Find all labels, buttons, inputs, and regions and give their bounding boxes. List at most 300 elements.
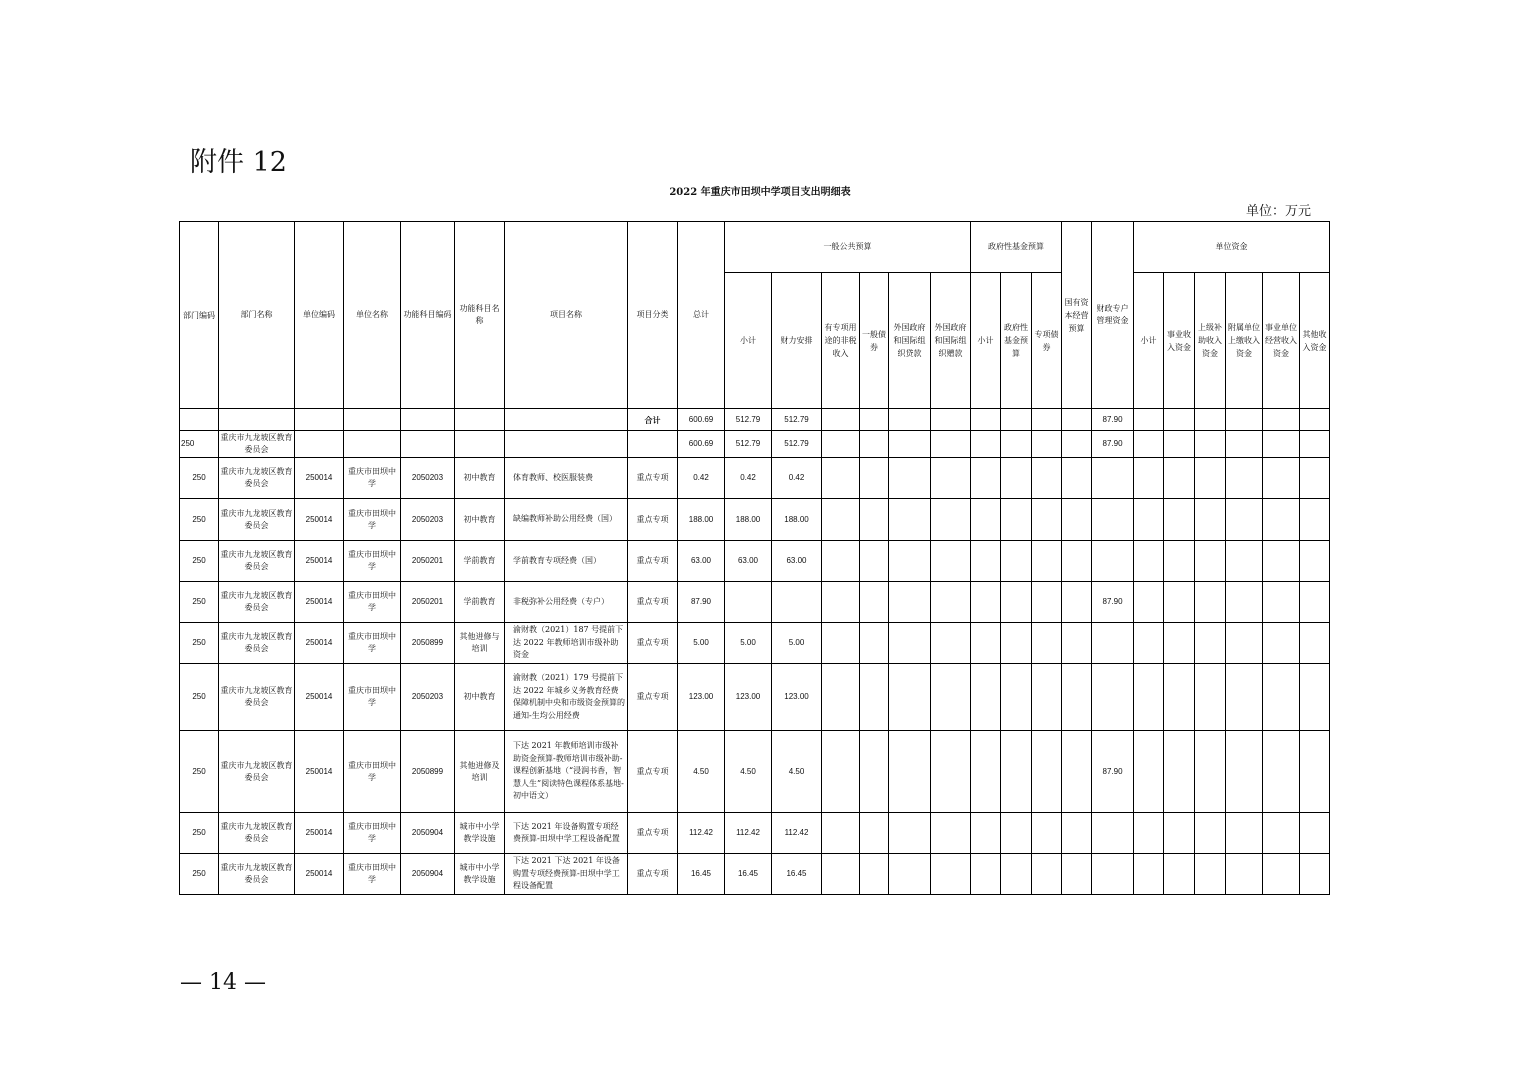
cell-func-name <box>455 431 505 458</box>
header-gf-special-bond: 专项债券 <box>1032 273 1062 409</box>
cell-uf-operating <box>1263 813 1300 854</box>
cell-gf-subtotal <box>971 813 1001 854</box>
cell-uf-superior-subsidy <box>1195 458 1226 499</box>
cell-gb-foreign-loan <box>889 431 931 458</box>
cell-state-capital <box>1062 813 1092 854</box>
cell-gb-foreign-grant <box>931 431 971 458</box>
header-dept-name: 部门名称 <box>219 222 295 409</box>
cell-func-name: 其他进修及培训 <box>455 731 505 813</box>
cell-uf-other <box>1300 499 1330 541</box>
cell-uf-affiliated <box>1226 623 1263 664</box>
cell-uf-business-income <box>1164 664 1195 731</box>
header-project-name: 项目名称 <box>505 222 628 409</box>
cell-project-name: 下达 2021 年教师培训市级补助资金预算-教师培训市级补助-课程创新基地（“浸润书香，智慧人生”阅读特色课程体系基地-初中语文） <box>505 731 628 813</box>
cell-uf-subtotal <box>1134 499 1164 541</box>
cell-gf-special-bond <box>1032 409 1062 431</box>
cell-uf-operating <box>1263 664 1300 731</box>
header-gov-fund-budget: 政府性基金预算 <box>971 222 1062 273</box>
cell-gf-fund <box>1001 458 1032 499</box>
cell-project-name: 渝财教（2021）179 号提前下达 2022 年城乡义务教育经费保障机制中央和市级资金预算的通知-生均公用经费 <box>505 664 628 731</box>
cell-uf-operating <box>1263 499 1300 541</box>
cell-uf-operating <box>1263 623 1300 664</box>
cell-gb-special-nontax <box>822 409 860 431</box>
cell-fiscal-special <box>1092 541 1134 582</box>
cell-unit-name: 重庆市田坝中学 <box>344 813 401 854</box>
cell-gb-fiscal: 63.00 <box>772 541 822 582</box>
cell-func-name: 学前教育 <box>455 541 505 582</box>
cell-gb-general-bond <box>860 623 889 664</box>
cell-uf-business-income <box>1164 731 1195 813</box>
header-func-name: 功能科目名称 <box>455 222 505 409</box>
header-total: 总计 <box>678 222 725 409</box>
summary-row <box>180 431 1330 458</box>
cell-dept-name: 重庆市九龙坡区教育委员会 <box>219 431 295 458</box>
cell-func-code: 2050203 <box>401 458 455 499</box>
cell-gf-subtotal <box>971 458 1001 499</box>
cell-fiscal-special: 87.90 <box>1092 431 1134 458</box>
cell-project-name: 下达 2021 年设备购置专项经费预算-田坝中学工程设备配置 <box>505 813 628 854</box>
cell-gb-subtotal: 188.00 <box>725 499 772 541</box>
table-row <box>180 854 1330 895</box>
cell-func-code: 2050904 <box>401 854 455 895</box>
cell-fiscal-special: 87.90 <box>1092 409 1134 431</box>
cell-dept-code: 250 <box>180 499 219 541</box>
cell-total: 16.45 <box>678 854 725 895</box>
cell-func-name: 城市中小学教学设施 <box>455 854 505 895</box>
cell-unit-code: 250014 <box>295 499 344 541</box>
cell-project-name: 缺编教师补助公用经费（国） <box>505 499 628 541</box>
cell-fiscal-special <box>1092 664 1134 731</box>
cell-uf-business-income <box>1164 813 1195 854</box>
table-body <box>180 409 1330 895</box>
cell-gb-foreign-grant <box>931 409 971 431</box>
cell-dept-name: 重庆市九龙坡区教育委员会 <box>219 731 295 813</box>
cell-project-type: 合计 <box>628 409 678 431</box>
cell-gf-fund <box>1001 731 1032 813</box>
cell-uf-superior-subsidy <box>1195 431 1226 458</box>
cell-func-code <box>401 431 455 458</box>
cell-gb-foreign-loan <box>889 541 931 582</box>
cell-gb-foreign-grant <box>931 813 971 854</box>
cell-unit-code: 250014 <box>295 458 344 499</box>
cell-uf-business-income <box>1164 623 1195 664</box>
cell-gf-fund <box>1001 409 1032 431</box>
header-project-type: 项目分类 <box>628 222 678 409</box>
cell-uf-operating <box>1263 854 1300 895</box>
cell-project-type: 重点专项 <box>628 731 678 813</box>
header-gf-fund: 政府性基金预算 <box>1001 273 1032 409</box>
cell-fiscal-special <box>1092 813 1134 854</box>
cell-gf-subtotal <box>971 499 1001 541</box>
cell-dept-name: 重庆市九龙坡区教育委员会 <box>219 582 295 623</box>
cell-state-capital <box>1062 623 1092 664</box>
cell-state-capital <box>1062 854 1092 895</box>
cell-project-name <box>505 409 628 431</box>
cell-func-name <box>455 409 505 431</box>
cell-gb-general-bond <box>860 731 889 813</box>
cell-total: 5.00 <box>678 623 725 664</box>
cell-fiscal-special <box>1092 499 1134 541</box>
header-unit-name: 单位名称 <box>344 222 401 409</box>
cell-total: 188.00 <box>678 499 725 541</box>
cell-uf-affiliated <box>1226 664 1263 731</box>
cell-unit-name: 重庆市田坝中学 <box>344 623 401 664</box>
cell-state-capital <box>1062 458 1092 499</box>
cell-fiscal-special: 87.90 <box>1092 731 1134 813</box>
cell-uf-operating <box>1263 409 1300 431</box>
cell-func-code: 2050899 <box>401 623 455 664</box>
cell-uf-affiliated <box>1226 731 1263 813</box>
cell-gb-subtotal: 5.00 <box>725 623 772 664</box>
document-title: 2022 年重庆市田坝中学项目支出明细表 <box>669 187 851 198</box>
header-uf-operating: 事业单位经营收入资金 <box>1263 273 1300 409</box>
cell-gb-subtotal: 16.45 <box>725 854 772 895</box>
cell-gf-fund <box>1001 499 1032 541</box>
cell-uf-superior-subsidy <box>1195 499 1226 541</box>
cell-gb-foreign-grant <box>931 664 971 731</box>
cell-gb-special-nontax <box>822 582 860 623</box>
cell-uf-other <box>1300 813 1330 854</box>
cell-dept-name: 重庆市九龙坡区教育委员会 <box>219 854 295 895</box>
cell-gf-fund <box>1001 582 1032 623</box>
cell-func-code <box>401 409 455 431</box>
cell-gf-subtotal <box>971 664 1001 731</box>
cell-uf-subtotal <box>1134 582 1164 623</box>
table-row <box>180 541 1330 582</box>
cell-state-capital <box>1062 664 1092 731</box>
cell-uf-affiliated <box>1226 409 1263 431</box>
cell-gb-general-bond <box>860 499 889 541</box>
cell-func-name: 初中教育 <box>455 458 505 499</box>
table-row <box>180 499 1330 541</box>
cell-gf-special-bond <box>1032 664 1062 731</box>
cell-gb-general-bond <box>860 813 889 854</box>
cell-total: 123.00 <box>678 664 725 731</box>
table-row <box>180 731 1330 813</box>
cell-gf-subtotal <box>971 731 1001 813</box>
cell-gf-fund <box>1001 664 1032 731</box>
table-row <box>180 582 1330 623</box>
cell-dept-name: 重庆市九龙坡区教育委员会 <box>219 813 295 854</box>
cell-total: 600.69 <box>678 409 725 431</box>
cell-gb-fiscal: 5.00 <box>772 623 822 664</box>
cell-unit-name: 重庆市田坝中学 <box>344 458 401 499</box>
cell-gf-fund <box>1001 431 1032 458</box>
cell-uf-affiliated <box>1226 431 1263 458</box>
unit-label: 单位：万元 <box>1246 204 1312 219</box>
cell-uf-other <box>1300 854 1330 895</box>
cell-gb-special-nontax <box>822 813 860 854</box>
cell-uf-business-income <box>1164 458 1195 499</box>
cell-dept-name <box>219 409 295 431</box>
cell-uf-operating <box>1263 731 1300 813</box>
cell-uf-operating <box>1263 582 1300 623</box>
cell-uf-affiliated <box>1226 813 1263 854</box>
cell-uf-superior-subsidy <box>1195 409 1226 431</box>
cell-uf-superior-subsidy <box>1195 731 1226 813</box>
cell-gb-foreign-loan <box>889 664 931 731</box>
cell-uf-other <box>1300 623 1330 664</box>
cell-total: 0.42 <box>678 458 725 499</box>
header-gf-subtotal: 小计 <box>971 273 1001 409</box>
cell-gf-subtotal <box>971 431 1001 458</box>
cell-unit-name: 重庆市田坝中学 <box>344 664 401 731</box>
header-unit-code: 单位编码 <box>295 222 344 409</box>
cell-uf-subtotal <box>1134 623 1164 664</box>
cell-gb-foreign-loan <box>889 499 931 541</box>
cell-unit-code: 250014 <box>295 854 344 895</box>
cell-gb-subtotal <box>725 582 772 623</box>
cell-gb-foreign-loan <box>889 458 931 499</box>
cell-uf-other <box>1300 731 1330 813</box>
cell-unit-name: 重庆市田坝中学 <box>344 731 401 813</box>
cell-gb-foreign-grant <box>931 854 971 895</box>
header-gb-subtotal: 小计 <box>725 273 772 409</box>
cell-unit-code: 250014 <box>295 731 344 813</box>
cell-total: 112.42 <box>678 813 725 854</box>
cell-dept-name: 重庆市九龙坡区教育委员会 <box>219 664 295 731</box>
cell-func-name: 城市中小学教学设施 <box>455 813 505 854</box>
cell-unit-code <box>295 409 344 431</box>
cell-gb-foreign-loan <box>889 623 931 664</box>
cell-project-type: 重点专项 <box>628 582 678 623</box>
cell-gb-foreign-loan <box>889 409 931 431</box>
cell-uf-affiliated <box>1226 582 1263 623</box>
cell-uf-operating <box>1263 458 1300 499</box>
cell-dept-code: 250 <box>180 664 219 731</box>
header-gb-foreign-loan: 外国政府和国际组织贷款 <box>889 273 931 409</box>
cell-total: 600.69 <box>678 431 725 458</box>
cell-dept-code <box>180 409 219 431</box>
cell-gf-special-bond <box>1032 499 1062 541</box>
cell-gb-foreign-grant <box>931 458 971 499</box>
cell-uf-business-income <box>1164 409 1195 431</box>
cell-gb-general-bond <box>860 431 889 458</box>
cell-uf-superior-subsidy <box>1195 541 1226 582</box>
header-fiscal-special: 财政专户管理资金 <box>1092 222 1134 409</box>
cell-project-name <box>505 431 628 458</box>
cell-dept-code: 250 <box>180 731 219 813</box>
table-row <box>180 623 1330 664</box>
cell-gb-foreign-grant <box>931 541 971 582</box>
header-gb-fiscal: 财力安排 <box>772 273 822 409</box>
cell-gf-subtotal <box>971 854 1001 895</box>
header-uf-other: 其他收入资金 <box>1300 273 1330 409</box>
page-number: — 14 — <box>180 970 266 995</box>
attachment-label: 附件 12 <box>190 147 287 178</box>
cell-func-code: 2050203 <box>401 499 455 541</box>
cell-func-name: 其他进修与培训 <box>455 623 505 664</box>
cell-gb-subtotal: 112.42 <box>725 813 772 854</box>
cell-project-type: 重点专项 <box>628 813 678 854</box>
cell-dept-code: 250 <box>180 813 219 854</box>
cell-uf-subtotal <box>1134 854 1164 895</box>
cell-uf-subtotal <box>1134 409 1164 431</box>
cell-uf-superior-subsidy <box>1195 854 1226 895</box>
cell-uf-business-income <box>1164 499 1195 541</box>
cell-gb-fiscal: 4.50 <box>772 731 822 813</box>
cell-func-code: 2050201 <box>401 582 455 623</box>
header-state-capital: 国有资本经营预算 <box>1062 222 1092 409</box>
cell-gb-special-nontax <box>822 499 860 541</box>
cell-uf-superior-subsidy <box>1195 582 1226 623</box>
cell-gb-fiscal <box>772 582 822 623</box>
cell-gb-general-bond <box>860 409 889 431</box>
project-expenditure-table <box>179 221 1330 895</box>
cell-fiscal-special <box>1092 458 1134 499</box>
cell-uf-subtotal <box>1134 431 1164 458</box>
cell-unit-code: 250014 <box>295 582 344 623</box>
cell-unit-code: 250014 <box>295 813 344 854</box>
cell-state-capital <box>1062 582 1092 623</box>
cell-uf-subtotal <box>1134 813 1164 854</box>
cell-uf-other <box>1300 582 1330 623</box>
cell-project-name: 学前教育专项经费（国） <box>505 541 628 582</box>
cell-unit-name: 重庆市田坝中学 <box>344 499 401 541</box>
cell-dept-name: 重庆市九龙坡区教育委员会 <box>219 499 295 541</box>
cell-uf-other <box>1300 541 1330 582</box>
header-gb-special-nontax: 有专项用途的非税收入 <box>822 273 860 409</box>
cell-func-code: 2050899 <box>401 731 455 813</box>
cell-gf-subtotal <box>971 541 1001 582</box>
header-general-budget: 一般公共预算 <box>725 222 971 273</box>
cell-fiscal-special <box>1092 854 1134 895</box>
cell-dept-code: 250 <box>180 431 219 458</box>
header-dept-code: 部门编码 <box>180 222 219 409</box>
cell-gf-special-bond <box>1032 458 1062 499</box>
header-unit-funds: 单位资金 <box>1134 222 1330 273</box>
cell-dept-name: 重庆市九龙坡区教育委员会 <box>219 458 295 499</box>
cell-unit-code <box>295 431 344 458</box>
cell-gf-special-bond <box>1032 541 1062 582</box>
cell-project-type: 重点专项 <box>628 623 678 664</box>
cell-uf-other <box>1300 409 1330 431</box>
cell-unit-name: 重庆市田坝中学 <box>344 541 401 582</box>
cell-uf-operating <box>1263 431 1300 458</box>
cell-gb-subtotal: 4.50 <box>725 731 772 813</box>
cell-gb-foreign-grant <box>931 731 971 813</box>
cell-func-name: 初中教育 <box>455 664 505 731</box>
cell-total: 63.00 <box>678 541 725 582</box>
cell-uf-affiliated <box>1226 854 1263 895</box>
cell-project-name: 下达 2021 下达 2021 年设备购置专项经费预算-田坝中学工程设备配置 <box>505 854 628 895</box>
cell-gb-subtotal: 0.42 <box>725 458 772 499</box>
cell-unit-name <box>344 409 401 431</box>
cell-dept-code: 250 <box>180 541 219 582</box>
cell-func-code: 2050201 <box>401 541 455 582</box>
cell-func-name: 学前教育 <box>455 582 505 623</box>
cell-unit-code: 250014 <box>295 664 344 731</box>
cell-total: 87.90 <box>678 582 725 623</box>
cell-gf-subtotal <box>971 623 1001 664</box>
cell-project-type: 重点专项 <box>628 499 678 541</box>
cell-state-capital <box>1062 541 1092 582</box>
cell-gf-special-bond <box>1032 854 1062 895</box>
cell-unit-name: 重庆市田坝中学 <box>344 582 401 623</box>
cell-dept-code: 250 <box>180 623 219 664</box>
cell-gb-fiscal: 512.79 <box>772 431 822 458</box>
cell-uf-subtotal <box>1134 458 1164 499</box>
cell-gb-subtotal: 63.00 <box>725 541 772 582</box>
cell-total: 4.50 <box>678 731 725 813</box>
cell-gf-fund <box>1001 541 1032 582</box>
cell-fiscal-special: 87.90 <box>1092 582 1134 623</box>
cell-unit-code: 250014 <box>295 541 344 582</box>
cell-gb-general-bond <box>860 664 889 731</box>
table-row <box>180 813 1330 854</box>
cell-gb-general-bond <box>860 458 889 499</box>
cell-gf-special-bond <box>1032 813 1062 854</box>
cell-uf-subtotal <box>1134 664 1164 731</box>
cell-uf-superior-subsidy <box>1195 664 1226 731</box>
cell-dept-code: 250 <box>180 582 219 623</box>
cell-gb-general-bond <box>860 854 889 895</box>
header-uf-affiliated: 附属单位上缴收入资金 <box>1226 273 1263 409</box>
table-row <box>180 458 1330 499</box>
header-uf-business-income: 事业收入资金 <box>1164 273 1195 409</box>
cell-gb-subtotal: 123.00 <box>725 664 772 731</box>
cell-project-name: 体育教师、校医服装费 <box>505 458 628 499</box>
cell-project-type: 重点专项 <box>628 458 678 499</box>
cell-gb-special-nontax <box>822 854 860 895</box>
cell-gb-foreign-grant <box>931 623 971 664</box>
cell-uf-business-income <box>1164 431 1195 458</box>
cell-uf-other <box>1300 664 1330 731</box>
summary-row <box>180 409 1330 431</box>
cell-gb-foreign-loan <box>889 582 931 623</box>
cell-gb-general-bond <box>860 582 889 623</box>
cell-uf-superior-subsidy <box>1195 623 1226 664</box>
cell-project-type <box>628 431 678 458</box>
cell-state-capital <box>1062 409 1092 431</box>
cell-gb-fiscal: 512.79 <box>772 409 822 431</box>
cell-gf-fund <box>1001 854 1032 895</box>
cell-gb-subtotal: 512.79 <box>725 431 772 458</box>
cell-dept-code: 250 <box>180 458 219 499</box>
cell-uf-operating <box>1263 541 1300 582</box>
cell-gf-subtotal <box>971 582 1001 623</box>
cell-gb-special-nontax <box>822 623 860 664</box>
cell-uf-subtotal <box>1134 731 1164 813</box>
cell-gf-fund <box>1001 813 1032 854</box>
cell-gb-fiscal: 123.00 <box>772 664 822 731</box>
header-func-code: 功能科目编码 <box>401 222 455 409</box>
header-uf-subtotal: 小计 <box>1134 273 1164 409</box>
cell-func-code: 2050203 <box>401 664 455 731</box>
cell-unit-name: 重庆市田坝中学 <box>344 854 401 895</box>
cell-gb-foreign-loan <box>889 813 931 854</box>
cell-uf-other <box>1300 431 1330 458</box>
cell-uf-business-income <box>1164 541 1195 582</box>
cell-fiscal-special <box>1092 623 1134 664</box>
table-row <box>180 664 1330 731</box>
cell-gb-fiscal: 16.45 <box>772 854 822 895</box>
cell-unit-code: 250014 <box>295 623 344 664</box>
header-uf-superior-subsidy: 上级补助收入资金 <box>1195 273 1226 409</box>
cell-uf-other <box>1300 458 1330 499</box>
cell-gb-foreign-loan <box>889 854 931 895</box>
cell-gb-foreign-loan <box>889 731 931 813</box>
cell-gb-special-nontax <box>822 664 860 731</box>
cell-project-type: 重点专项 <box>628 541 678 582</box>
cell-gf-special-bond <box>1032 731 1062 813</box>
cell-gb-foreign-grant <box>931 582 971 623</box>
cell-dept-code: 250 <box>180 854 219 895</box>
cell-uf-affiliated <box>1226 499 1263 541</box>
cell-gb-subtotal: 512.79 <box>725 409 772 431</box>
cell-uf-superior-subsidy <box>1195 813 1226 854</box>
cell-project-type: 重点专项 <box>628 854 678 895</box>
